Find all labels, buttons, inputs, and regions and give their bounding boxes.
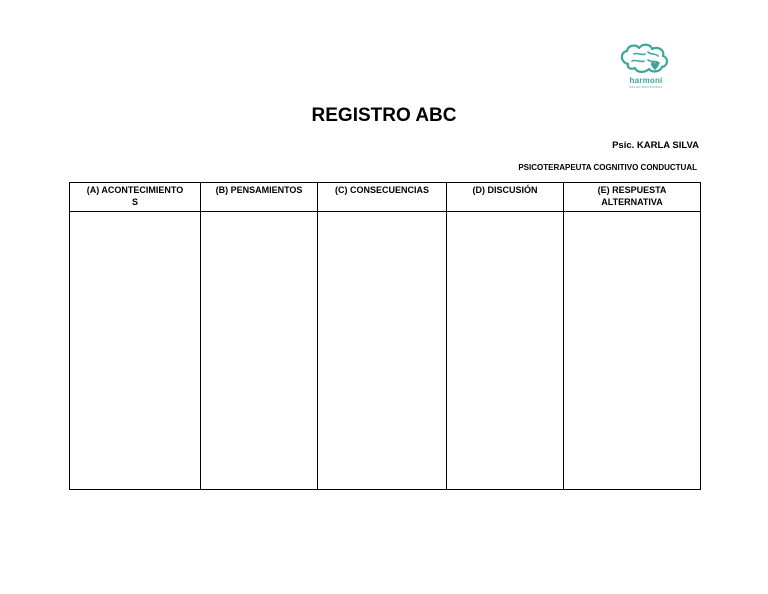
logo — [618, 42, 682, 94]
column-header-d-label: (D) DISCUSIÓN — [472, 185, 538, 195]
table-row — [70, 212, 701, 490]
author-role: PSICOTERAPEUTA COGNITIVO CONDUCTUAL — [518, 163, 697, 172]
column-header-d — [447, 183, 564, 212]
logo-brand: harmoni — [629, 76, 663, 85]
column-header-e — [564, 183, 701, 212]
cell-pensamientos[interactable] — [201, 212, 318, 490]
column-header-c — [318, 183, 447, 212]
cell-discusion[interactable] — [447, 212, 564, 490]
table-header-row — [70, 183, 701, 212]
brain-heart-icon — [618, 42, 674, 78]
abc-record-table — [69, 182, 701, 490]
column-header-a — [70, 183, 201, 212]
cell-acontecimientos[interactable] — [70, 212, 201, 490]
cell-consecuencias[interactable] — [318, 212, 447, 490]
cell-respuesta-alternativa[interactable] — [564, 212, 701, 490]
author-name: Psic. KARLA SILVA — [612, 140, 699, 151]
column-header-c-label: (C) CONSECUENCIAS — [334, 185, 429, 195]
document-title: REGISTRO ABC — [311, 105, 457, 126]
logo-tagline: SALUD EMOCIONAL — [629, 85, 663, 89]
column-header-b-label: (B) PENSAMIENTOS — [215, 185, 303, 195]
column-header-e-label: (E) RESPUESTA ALTERNATIVA — [597, 185, 667, 207]
column-header-b — [201, 183, 318, 212]
column-header-a-label: (A) ACONTECIMIENTO S — [86, 185, 184, 207]
